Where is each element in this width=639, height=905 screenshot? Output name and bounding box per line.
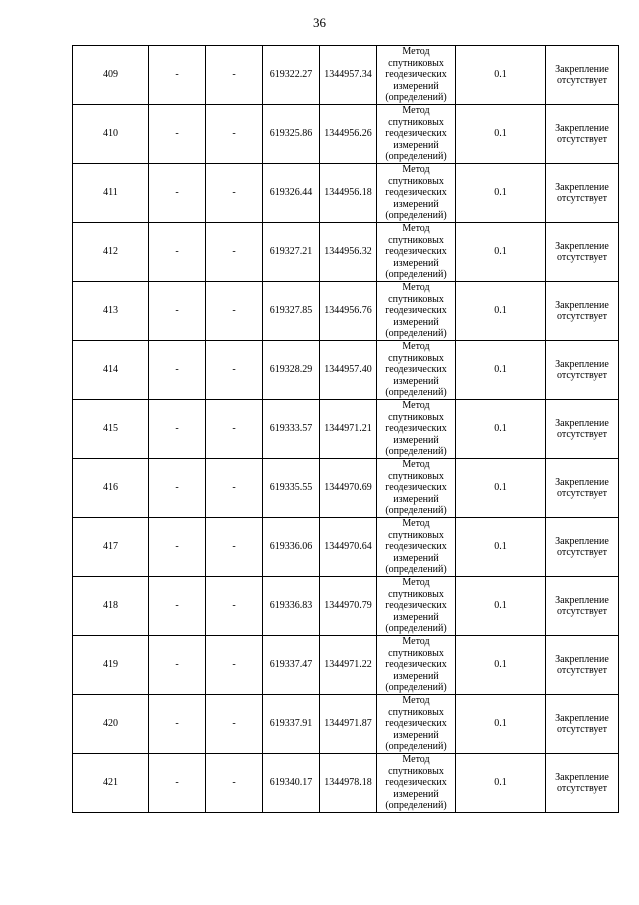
method-line: (определений) xyxy=(385,328,447,340)
x-coordinate-cell: 619336.06 xyxy=(263,518,320,577)
method-line: Метод xyxy=(402,400,430,412)
dash-cell: - xyxy=(149,636,206,695)
fixation-line: отсутствует xyxy=(556,311,608,322)
point-number-cell: 418 xyxy=(73,577,149,636)
method-line: (определений) xyxy=(385,269,447,281)
fixation-cell xyxy=(546,46,619,105)
y-coordinate-cell: 1344970.64 xyxy=(320,518,377,577)
method-line: Метод xyxy=(402,577,430,589)
y-coordinate-cell: 1344971.21 xyxy=(320,400,377,459)
method-line: измерений xyxy=(393,434,439,446)
method-cell xyxy=(377,282,456,341)
dash-cell: - xyxy=(149,695,206,754)
method-line: геодезических xyxy=(385,777,447,789)
method-line: (определений) xyxy=(385,446,447,458)
method-line: геодезических xyxy=(385,187,447,199)
method-cell xyxy=(377,754,456,813)
dash-cell: - xyxy=(149,518,206,577)
dash-cell: - xyxy=(206,282,263,341)
method-line: Метод xyxy=(402,754,430,766)
accuracy-cell: 0.1 xyxy=(456,400,546,459)
y-coordinate-cell: 1344956.76 xyxy=(320,282,377,341)
accuracy-cell: 0.1 xyxy=(456,105,546,164)
fixation-cell xyxy=(546,164,619,223)
fixation-line: отсутствует xyxy=(556,606,608,617)
method-line: (определений) xyxy=(385,682,447,694)
y-coordinate-cell: 1344970.79 xyxy=(320,577,377,636)
point-number-cell: 410 xyxy=(73,105,149,164)
dash-cell: - xyxy=(206,400,263,459)
dash-cell: - xyxy=(206,223,263,282)
fixation-cell xyxy=(546,105,619,164)
method-line: спутниковых xyxy=(388,57,444,69)
accuracy-cell: 0.1 xyxy=(456,164,546,223)
table-body xyxy=(73,46,619,813)
fixation-line: Закрепление xyxy=(555,476,609,488)
fixation-cell xyxy=(546,400,619,459)
method-line: геодезических xyxy=(385,128,447,140)
fixation-line: Закрепление xyxy=(555,122,609,134)
x-coordinate-cell: 619322.27 xyxy=(263,46,320,105)
fixation-cell xyxy=(546,459,619,518)
x-coordinate-cell: 619337.47 xyxy=(263,636,320,695)
method-line: измерений xyxy=(393,257,439,269)
fixation-cell xyxy=(546,577,619,636)
fixation-line: Закрепление xyxy=(555,240,609,252)
method-line: (определений) xyxy=(385,741,447,753)
method-line: (определений) xyxy=(385,623,447,635)
method-line: геодезических xyxy=(385,364,447,376)
method-line: Метод xyxy=(402,341,430,353)
method-cell xyxy=(377,341,456,400)
method-line: спутниковых xyxy=(388,175,444,187)
method-line: геодезических xyxy=(385,718,447,730)
table-row xyxy=(73,754,619,813)
method-line: (определений) xyxy=(385,564,447,576)
fixation-line: отсутствует xyxy=(556,488,608,499)
method-line: (определений) xyxy=(385,387,447,399)
dash-cell: - xyxy=(149,282,206,341)
method-cell xyxy=(377,164,456,223)
fixation-line: отсутствует xyxy=(556,252,608,263)
point-number-cell: 415 xyxy=(73,400,149,459)
method-line: измерений xyxy=(393,552,439,564)
method-line: геодезических xyxy=(385,246,447,258)
method-line: геодезических xyxy=(385,600,447,612)
x-coordinate-cell: 619337.91 xyxy=(263,695,320,754)
x-coordinate-cell: 619325.86 xyxy=(263,105,320,164)
method-line: спутниковых xyxy=(388,706,444,718)
method-line: измерений xyxy=(393,375,439,387)
fixation-cell xyxy=(546,636,619,695)
dash-cell: - xyxy=(206,754,263,813)
table-row xyxy=(73,400,619,459)
accuracy-cell: 0.1 xyxy=(456,459,546,518)
method-line: геодезических xyxy=(385,482,447,494)
x-coordinate-cell: 619328.29 xyxy=(263,341,320,400)
fixation-line: отсутствует xyxy=(556,547,608,558)
accuracy-cell: 0.1 xyxy=(456,754,546,813)
y-coordinate-cell: 1344971.87 xyxy=(320,695,377,754)
method-line: спутниковых xyxy=(388,293,444,305)
method-line: измерений xyxy=(393,316,439,328)
fixation-cell xyxy=(546,341,619,400)
dash-cell: - xyxy=(149,459,206,518)
dash-cell: - xyxy=(149,400,206,459)
method-line: спутниковых xyxy=(388,411,444,423)
method-line: спутниковых xyxy=(388,470,444,482)
method-line: Метод xyxy=(402,164,430,176)
method-line: измерений xyxy=(393,493,439,505)
accuracy-cell: 0.1 xyxy=(456,636,546,695)
dash-cell: - xyxy=(149,341,206,400)
y-coordinate-cell: 1344957.34 xyxy=(320,46,377,105)
dash-cell: - xyxy=(206,577,263,636)
point-number-cell: 421 xyxy=(73,754,149,813)
y-coordinate-cell: 1344970.69 xyxy=(320,459,377,518)
fixation-line: Закрепление xyxy=(555,63,609,75)
x-coordinate-cell: 619336.83 xyxy=(263,577,320,636)
method-line: (определений) xyxy=(385,505,447,517)
method-line: геодезических xyxy=(385,423,447,435)
table-row xyxy=(73,577,619,636)
dash-cell: - xyxy=(149,754,206,813)
fixation-cell xyxy=(546,754,619,813)
point-number-cell: 411 xyxy=(73,164,149,223)
point-number-cell: 419 xyxy=(73,636,149,695)
fixation-line: Закрепление xyxy=(555,594,609,606)
method-line: Метод xyxy=(402,518,430,530)
point-number-cell: 414 xyxy=(73,341,149,400)
method-cell xyxy=(377,400,456,459)
page-number: 36 xyxy=(313,15,326,30)
dash-cell: - xyxy=(206,695,263,754)
fixation-line: Закрепление xyxy=(555,535,609,547)
accuracy-cell: 0.1 xyxy=(456,577,546,636)
dash-cell: - xyxy=(206,459,263,518)
dash-cell: - xyxy=(206,636,263,695)
fixation-line: отсутствует xyxy=(556,724,608,735)
fixation-line: Закрепление xyxy=(555,358,609,370)
fixation-line: Закрепление xyxy=(555,712,609,724)
y-coordinate-cell: 1344956.18 xyxy=(320,164,377,223)
method-line: (определений) xyxy=(385,151,447,163)
dash-cell: - xyxy=(149,223,206,282)
method-line: Метод xyxy=(402,105,430,117)
point-number-cell: 412 xyxy=(73,223,149,282)
dash-cell: - xyxy=(149,577,206,636)
method-line: спутниковых xyxy=(388,647,444,659)
fixation-line: отсутствует xyxy=(556,370,608,381)
fixation-cell xyxy=(546,223,619,282)
method-cell xyxy=(377,105,456,164)
method-line: Метод xyxy=(402,459,430,471)
x-coordinate-cell: 619333.57 xyxy=(263,400,320,459)
table-row xyxy=(73,459,619,518)
method-line: измерений xyxy=(393,729,439,741)
fixation-cell xyxy=(546,695,619,754)
fixation-line: Закрепление xyxy=(555,653,609,665)
method-line: (определений) xyxy=(385,800,447,812)
method-line: геодезических xyxy=(385,69,447,81)
dash-cell: - xyxy=(206,341,263,400)
y-coordinate-cell: 1344971.22 xyxy=(320,636,377,695)
table-row xyxy=(73,341,619,400)
method-line: измерений xyxy=(393,788,439,800)
accuracy-cell: 0.1 xyxy=(456,341,546,400)
method-cell xyxy=(377,518,456,577)
fixation-line: Закрепление xyxy=(555,299,609,311)
method-line: измерений xyxy=(393,198,439,210)
dash-cell: - xyxy=(206,164,263,223)
fixation-line: Закрепление xyxy=(555,181,609,193)
method-line: Метод xyxy=(402,695,430,707)
method-line: (определений) xyxy=(385,210,447,222)
method-line: спутниковых xyxy=(388,588,444,600)
method-line: измерений xyxy=(393,80,439,92)
fixation-line: Закрепление xyxy=(555,417,609,429)
y-coordinate-cell: 1344956.32 xyxy=(320,223,377,282)
accuracy-cell: 0.1 xyxy=(456,518,546,577)
table-row xyxy=(73,164,619,223)
fixation-line: отсутствует xyxy=(556,134,608,145)
table-row xyxy=(73,46,619,105)
fixation-line: Закрепление xyxy=(555,771,609,783)
method-line: спутниковых xyxy=(388,529,444,541)
table-row xyxy=(73,636,619,695)
x-coordinate-cell: 619326.44 xyxy=(263,164,320,223)
fixation-cell xyxy=(546,282,619,341)
point-number-cell: 413 xyxy=(73,282,149,341)
method-line: Метод xyxy=(402,636,430,648)
dash-cell: - xyxy=(206,46,263,105)
method-line: геодезических xyxy=(385,659,447,671)
table-row xyxy=(73,105,619,164)
point-number-cell: 416 xyxy=(73,459,149,518)
accuracy-cell: 0.1 xyxy=(456,695,546,754)
dash-cell: - xyxy=(206,105,263,164)
accuracy-cell: 0.1 xyxy=(456,282,546,341)
method-line: Метод xyxy=(402,46,430,58)
method-line: спутниковых xyxy=(388,352,444,364)
method-cell xyxy=(377,636,456,695)
dash-cell: - xyxy=(149,105,206,164)
accuracy-cell: 0.1 xyxy=(456,223,546,282)
dash-cell: - xyxy=(206,518,263,577)
accuracy-cell: 0.1 xyxy=(456,46,546,105)
method-line: (определений) xyxy=(385,92,447,104)
x-coordinate-cell: 619340.17 xyxy=(263,754,320,813)
x-coordinate-cell: 619327.85 xyxy=(263,282,320,341)
fixation-line: отсутствует xyxy=(556,783,608,794)
method-line: спутниковых xyxy=(388,765,444,777)
point-number-cell: 420 xyxy=(73,695,149,754)
dash-cell: - xyxy=(149,164,206,223)
method-cell xyxy=(377,459,456,518)
point-number-cell: 417 xyxy=(73,518,149,577)
method-cell xyxy=(377,577,456,636)
fixation-line: отсутствует xyxy=(556,193,608,204)
method-line: геодезических xyxy=(385,541,447,553)
method-line: спутниковых xyxy=(388,116,444,128)
method-line: измерений xyxy=(393,139,439,151)
method-line: спутниковых xyxy=(388,234,444,246)
fixation-line: отсутствует xyxy=(556,665,608,676)
method-cell xyxy=(377,46,456,105)
x-coordinate-cell: 619335.55 xyxy=(263,459,320,518)
x-coordinate-cell: 619327.21 xyxy=(263,223,320,282)
method-cell xyxy=(377,695,456,754)
coordinates-table xyxy=(72,45,619,813)
fixation-cell xyxy=(546,518,619,577)
method-line: измерений xyxy=(393,611,439,623)
dash-cell: - xyxy=(149,46,206,105)
method-cell xyxy=(377,223,456,282)
y-coordinate-cell: 1344956.26 xyxy=(320,105,377,164)
method-line: Метод xyxy=(402,282,430,294)
table-row xyxy=(73,695,619,754)
method-line: геодезических xyxy=(385,305,447,317)
y-coordinate-cell: 1344957.40 xyxy=(320,341,377,400)
table-row xyxy=(73,223,619,282)
method-line: Метод xyxy=(402,223,430,235)
table-row xyxy=(73,282,619,341)
point-number-cell: 409 xyxy=(73,46,149,105)
fixation-line: отсутствует xyxy=(556,75,608,86)
table-row xyxy=(73,518,619,577)
method-line: измерений xyxy=(393,670,439,682)
y-coordinate-cell: 1344978.18 xyxy=(320,754,377,813)
fixation-line: отсутствует xyxy=(556,429,608,440)
